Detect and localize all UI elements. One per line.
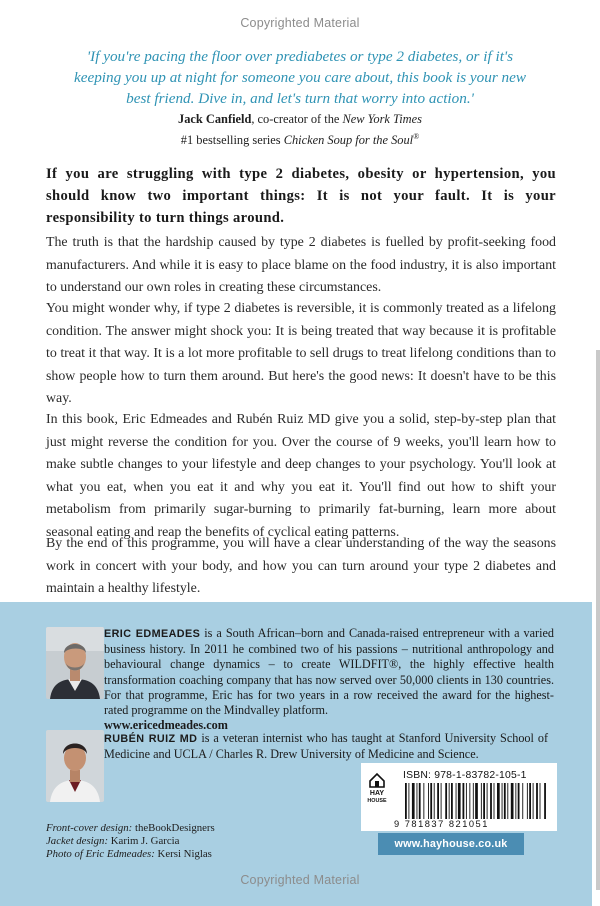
endorser-role: , co-creator of the (251, 112, 343, 126)
barcode-bar (497, 783, 500, 819)
barcode-bar (536, 783, 538, 819)
bottom-watermark: Copyrighted Material (240, 873, 360, 887)
barcode-bar (511, 783, 514, 819)
barcode-bar (469, 783, 470, 819)
credit-value: Karim J. Garcia (108, 835, 180, 848)
endorsement-quote (40, 46, 560, 109)
bio-ruben (104, 731, 548, 762)
credit-label: Front-cover design: (46, 822, 133, 834)
barcode-bar (490, 783, 492, 819)
lead-paragraph: If you are struggling with type 2 diabetes, obesity or hypertension, you should know two important things: It is not your fault. It is your responsibility to turn things around. (46, 166, 556, 226)
barcode-bar (441, 783, 442, 819)
credit-photo (46, 848, 215, 861)
isbn-barcode-box (361, 763, 557, 831)
barcode-bar (458, 783, 461, 819)
barcode-bar (428, 783, 429, 819)
design-credits (46, 822, 215, 862)
top-watermark: Copyrighted Material (240, 16, 360, 30)
quote-attribution (40, 110, 560, 149)
barcode-bar (456, 783, 457, 819)
author-photo-eric (46, 627, 104, 699)
body-paragraph-4: By the end of this programme, you will have a clear understanding of the way the seasons work in concert with your body, and how you can turn around your type 2 diabetes and maintain a healthy lifestyle. (46, 536, 556, 597)
credit-front-cover (46, 822, 215, 835)
registered-mark: ® (413, 132, 420, 141)
barcode-bar (522, 783, 523, 819)
author-website: www.ericedmeades.com (104, 718, 228, 733)
quote-line-2: keeping you up at night for someone you care about, this book is your new (73, 69, 527, 86)
credit-jacket (46, 835, 215, 848)
bio-eric (104, 626, 554, 733)
author-bio-ruben: is a veteran internist who has taught at Stanford University School of Medicine and UCLA / Charles R. Drew University of Medicine and Science. (104, 731, 548, 762)
barcode-bar (481, 783, 482, 819)
body-paragraph-3: In this book, Eric Edmeades and Rubén Ruiz MD give you a solid, step-by-step plan that just might reverse the condition for you. Over the course of 9 weeks, you'll learn how to make subtle changes to your lifestyle and deep changes to your psychology. You'll look at what you eat, when you eat it and why you eat it. You'll find out how to shift your metabolism from primarily sugar-burning to primarily fat-burning, learn more about seasonal eating and reap the benefits of cyclical eating patterns. (46, 412, 556, 540)
barcode-bar (437, 783, 439, 819)
barcode-bar (527, 783, 528, 819)
author-bio-eric: is a South African–born and Canada-raised entrepreneur with a varied business history. In 2011 he combined two of his passions – nutritional anthropology and behavioural change dynamics – to create WILDFIT®, the highly effective health transformation coaching company that has now served over 50,000 clients in 130 countries. For that programme, Eric has for two years in a row received the award for the highest-rated programme on the Mindvalley platform. (104, 626, 554, 718)
credit-label: Photo of Eric Edmeades: (46, 848, 155, 861)
barcode-bar (518, 783, 520, 819)
barcode-bar (494, 783, 495, 819)
body-paragraph-1: The truth is that the hardship caused by type 2 diabetes is fuelled by profit-seeking food manufacturers. And while it is easy to place blame on the food industry, it is also important to understand our own roles in creating these circumstances. (46, 235, 556, 296)
hay-house-logo-icon (367, 771, 387, 805)
barcode-bar (507, 783, 508, 819)
barcode-bar (445, 783, 447, 819)
barcode-bar (533, 783, 534, 819)
barcode-bar (475, 783, 478, 819)
credit-value: Kersi Niglas (154, 848, 212, 861)
logo-line-1: HAY (369, 790, 385, 797)
series-prefix: #1 bestselling series (180, 133, 284, 148)
publisher-url[interactable]: www.hayhouse.co.uk (378, 833, 524, 855)
barcode-bar (449, 783, 450, 819)
series-title: Chicken Soup for the Soul (283, 133, 414, 148)
barcode-bar (504, 783, 506, 819)
barcode-bar (423, 783, 424, 819)
credit-value: theBookDesigners (132, 822, 215, 834)
barcode-bar (502, 783, 503, 819)
author-name-eric: ERIC EDMEADES (104, 628, 201, 640)
barcode-bar (417, 783, 418, 819)
credit-label: Jacket design: (46, 835, 109, 848)
portrait-eric-image (46, 627, 104, 699)
barcode-bar (515, 783, 516, 819)
quote-line-1: 'If you're pacing the floor over prediabetes or type 2 diabetes, or if it's (86, 48, 514, 65)
barcode-bar (487, 783, 488, 819)
attribution-line-2 (40, 128, 560, 149)
barcode-bar (529, 783, 531, 819)
barcode-bar (463, 783, 465, 819)
barcode-graphic (405, 783, 547, 819)
barcode-bar (473, 783, 474, 819)
author-photo-ruben (46, 730, 104, 802)
barcode-digits: 9 781837 821051 (394, 819, 489, 829)
barcode-bar (540, 783, 541, 819)
portrait-ruben-image (46, 730, 104, 802)
barcode-bar (434, 783, 435, 819)
barcode-bar (419, 783, 421, 819)
endorser-publication: New York Times (342, 112, 422, 126)
scrollbar[interactable] (596, 350, 600, 890)
logo-line-2: HOUSE (367, 798, 387, 804)
barcode-bar (405, 783, 407, 819)
isbn-number: ISBN: 978-1-83782-105-1 (403, 770, 527, 781)
barcode-bar (544, 783, 546, 819)
barcode-bar (408, 783, 409, 819)
author-name-ruben: RUBÉN RUIZ MD (104, 733, 198, 745)
barcode-bar (412, 783, 415, 819)
barcode-bar (483, 783, 485, 819)
barcode-bar (466, 783, 467, 819)
endorser-name: Jack Canfield (178, 112, 252, 126)
quote-line-3: best friend. Dive in, and let's turn that worry into action.' (126, 90, 474, 107)
body-paragraph-2: You might wonder why, if type 2 diabetes is reversible, it is commonly treated as a lifelong condition. The answer might shock you: It is being treated that way because it is profitable to treat it that way. It is a lot more profitable to sell drugs to treat lifelong conditions than to show people how to turn them around. But here's the good news: It doesn't have to be this way. (46, 301, 556, 407)
barcode-bar (451, 783, 453, 819)
barcode-bar (430, 783, 432, 819)
attribution-line-1 (40, 110, 560, 128)
